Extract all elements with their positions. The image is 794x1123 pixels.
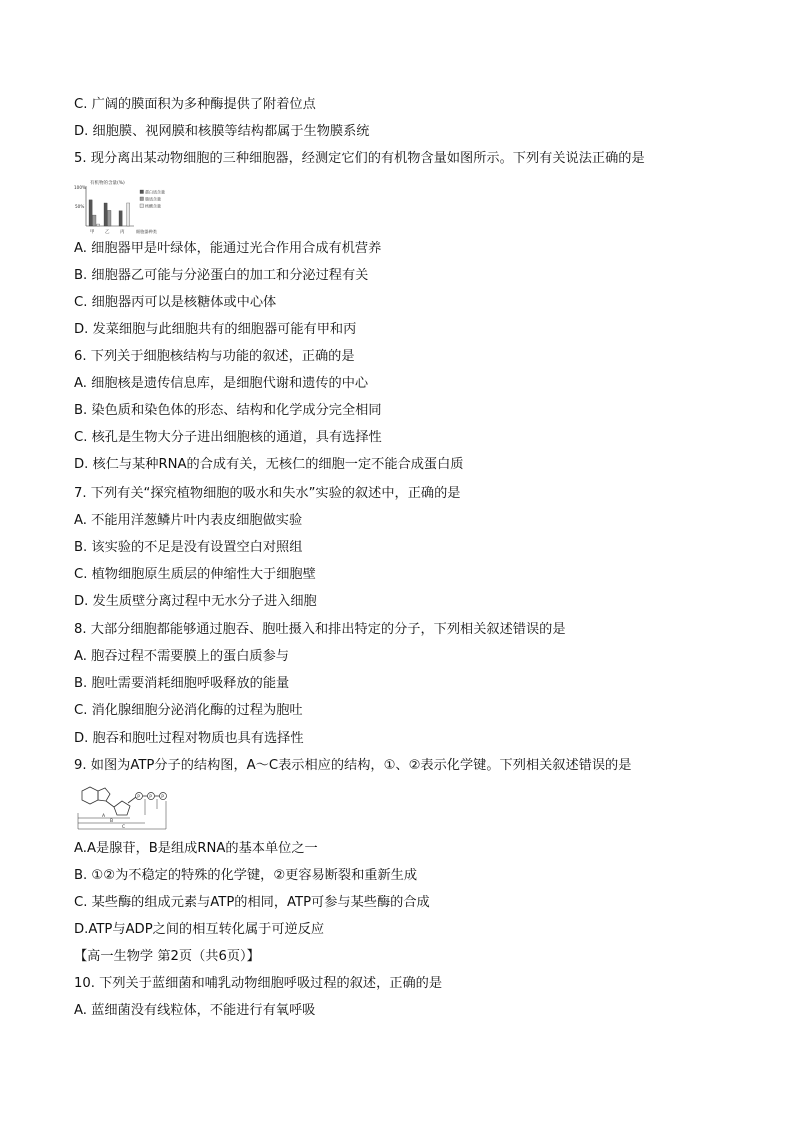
legend-label: 脂质含量 [145,196,161,202]
legend [140,188,165,208]
bar-丙-0 [119,211,122,226]
bar-丙-2 [127,203,130,226]
adenine-hexagon-icon [82,787,98,804]
organelle-content-chart [74,178,194,236]
y-tick-label: 50% [75,204,85,209]
option-9c: C. 某些酶的组成元素与ATP的相同，ATP可参与某些酶的合成 [74,895,430,910]
x-tick-label: 丙 [120,230,125,235]
text-line: C. 广阔的膜面积为多种酶提供了附着位点 [74,97,316,112]
legend-swatch [140,190,144,194]
chart-title: 有机物的含量(%) [90,181,125,186]
label-b: B [110,819,114,824]
option-9d: D.ATP与ADP之间的相互转化属于可逆反应 [74,922,325,937]
bar-甲-2 [97,224,100,226]
label-a: A [102,814,106,819]
y-tick-label: 100% [74,185,86,190]
question-9-stem: 9. 如图为ATP分子的结构图，A～C表示相应的结构，①、②表示化学键。下列相关叙述错误的是 [74,758,632,773]
question-10-stem: 10. 下列关于蓝细菌和哺乳动物细胞呼吸过程的叙述，正确的是 [74,976,443,991]
option-8a: A. 胞吞过程不需要膜上的蛋白质参与 [74,649,289,664]
phosphate-label: P [137,794,141,800]
option-6d: D. 核仁与某种RNA的合成有关，无核仁的细胞一定不能合成蛋白质 [74,457,464,472]
option-5c: C. 细胞器丙可以是核糖体或中心体 [74,295,277,310]
option-6c: C. 核孔是生物大分子进出细胞核的通道，具有选择性 [74,430,382,445]
legend-label: 蛋白质含量 [145,189,165,195]
x-tick-label: 甲 [90,230,95,235]
option-7c: C. 植物细胞原生质层的伸缩性大于细胞壁 [74,567,316,582]
label-c: C [122,825,126,830]
atp-structure-figure [74,785,174,835]
x-tick-label: 乙 [105,230,110,235]
phosphate-label: P [149,794,153,800]
option-8c: C. 消化腺细胞分泌消化酶的过程为胞吐 [74,703,303,718]
question-7-stem: 7. 下列有关“探究植物细胞的吸水和失水”实验的叙述中，正确的是 [74,486,461,501]
bar-甲-0 [89,200,92,226]
bar-乙-1 [108,210,111,226]
question-6-stem: 6. 下列关于细胞核结构与功能的叙述，正确的是 [74,349,355,364]
legend-swatch [140,197,144,201]
question-8-stem: 8. 大部分细胞都能够通过胞吞、胞吐摄入和排出特定的分子，下列相关叙述错误的是 [74,622,566,637]
option-9a: A.A是腺苷，B是组成RNA的基本单位之一 [74,841,318,856]
option-6b: B. 染色质和染色体的形态、结构和化学成分完全相同 [74,403,382,418]
legend-label: 核酸含量 [145,203,161,209]
atp-svg [74,785,174,835]
option-5a: A. 细胞器甲是叶绿体，能通过光合作用合成有机营养 [74,241,382,256]
question-5-stem: 5. 现分离出某动物细胞的三种细胞器，经测定它们的有机物含量如图所示。下列有关说法正确的是 [74,151,645,166]
ribose-icon [114,801,130,815]
chart-svg [74,178,194,236]
page-footer: 【高一生物学 第2页（共6页）】 [74,949,260,964]
bar-甲-1 [93,215,96,226]
option-5b: B. 细胞器乙可能与分泌蛋白的加工和分泌过程有关 [74,268,369,283]
option-7d: D. 发生质壁分离过程中无水分子进入细胞 [74,594,317,609]
option-6a: A. 细胞核是遗传信息库，是细胞代谢和遗传的中心 [74,376,369,391]
option-8d: D. 胞吞和胞吐过程对物质也具有选择性 [74,731,304,746]
option-8b: B. 胞吐需要消耗细胞呼吸释放的能量 [74,676,290,691]
option-5d: D. 发菜细胞与此细胞共有的细胞器可能有甲和丙 [74,322,357,337]
adenine-pentagon-icon [98,788,110,801]
text-line: D. 细胞膜、视网膜和核膜等结构都属于生物膜系统 [74,124,370,139]
option-7b: B. 该实验的不足是没有设置空白对照组 [74,540,303,555]
phosphate-label: P [161,794,165,800]
option-7a: A. 不能用洋葱鳞片叶内表皮细胞做实验 [74,513,303,528]
legend-swatch [140,204,144,208]
x-axis-label: 细胞器种类 [136,229,157,234]
bar-乙-0 [104,203,107,226]
option-9b: B. ①②为不稳定的特殊的化学键，②更容易断裂和重新生成 [74,868,418,883]
option-10a: A. 蓝细菌没有线粒体，不能进行有氧呼吸 [74,1003,316,1018]
